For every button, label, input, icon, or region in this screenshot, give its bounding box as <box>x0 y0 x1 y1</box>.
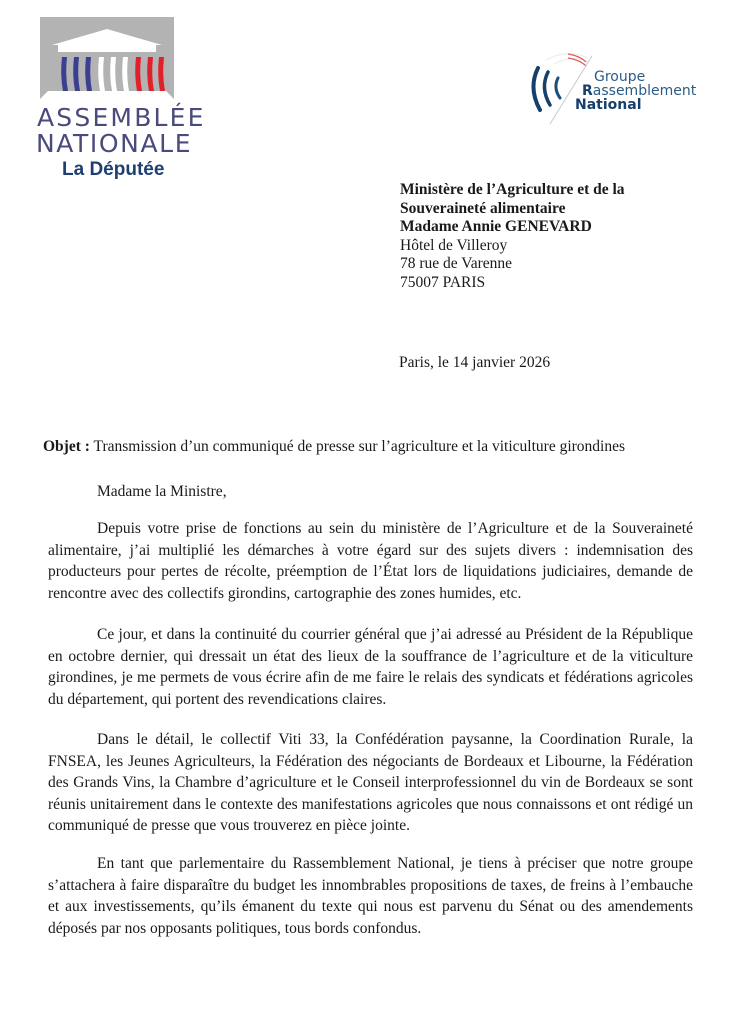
rn-logo-initial: R <box>582 83 593 99</box>
body-paragraph: Depuis votre prise de fonctions au sein du ministère de l’Agriculture et de la Souveraineté alimentaire, j’ai multiplié les démarches à votre égard sur des sujets divers : indemnisation des producteurs pour pertes de récolte, préemption de l’État lors de liquidations judiciaires, demande de rencontre avec des collectifs girondins, cartographie des zones humides, etc. <box>48 520 693 602</box>
recipient-address-line1: Hôtel de Villeroy <box>400 236 508 254</box>
rn-logo-national: National <box>575 97 642 113</box>
salutation: Madame la Ministre, <box>97 483 227 500</box>
recipient-address-line3: 75007 PARIS <box>400 273 486 291</box>
logo-text-assemblee: ASSEMBLÉE <box>37 103 206 132</box>
recipient-ministry-line2: Souveraineté alimentaire <box>400 199 566 217</box>
logo-text-nationale: NATIONALE <box>36 129 193 158</box>
rn-logo-rassemblement-rest: assemblement <box>592 83 697 99</box>
subject-text: Transmission d’un communiqué de presse sur l’agriculture et la viticulture girondines <box>89 438 626 455</box>
recipient-name: Madame Annie GENEVARD <box>400 218 592 235</box>
role-title: La Députée <box>62 159 165 180</box>
letter-subject <box>43 438 625 456</box>
body-paragraph: Dans le détail, le collectif Viti 33, la Confédération paysanne, la Coordination Rurale, la FNSEA, les Jeunes Agriculteurs, la Fédération des négociants de Bordeaux et Libourne, la Fédération des Grands Vins, la Chambre d’agriculture et le Conseil interprofessionnel du vin de Bordeaux se sont réunis unitairement dans le contexte des manifestations agricoles que nous connaissons et ont rédigé un communiqué de presse que vous trouverez en pièce jointe. <box>48 731 693 834</box>
body-paragraph: En tant que parlementaire du Rassemblement National, je tiens à préciser que notre groupe s’attachera à faire disparaître du budget les innombrables propositions de taxes, de freins à l’embauche et aux investissements, qu’ils émanent du texte qui nous est parvenu du Sénat ou des amendements déposés par nos opposants politiques, tous bords confondus. <box>48 855 693 937</box>
groupe-rn-logo <box>528 50 708 125</box>
recipient-ministry-line1: Ministère de l’Agriculture et de la <box>400 181 625 198</box>
body-paragraph: Ce jour, et dans la continuité du courrier général que j’ai adressé au Président de la République en octobre dernier, qui dressait un état des lieux de la souffrance de l’agriculture et de la viticulture girondines, je me permets de vous écrire afin de me faire le relais des syndicats et fédérations agricoles du département, qui portent des revendications claires. <box>48 626 693 708</box>
recipient-address <box>400 181 625 292</box>
parliament-building-icon <box>40 17 174 99</box>
letter-date: Paris, le 14 janvier 2026 <box>399 354 551 371</box>
subject-label: Objet : <box>43 438 90 455</box>
recipient-address-line2: 78 rue de Varenne <box>400 255 513 272</box>
rn-logo-groupe: Groupe <box>594 69 646 85</box>
